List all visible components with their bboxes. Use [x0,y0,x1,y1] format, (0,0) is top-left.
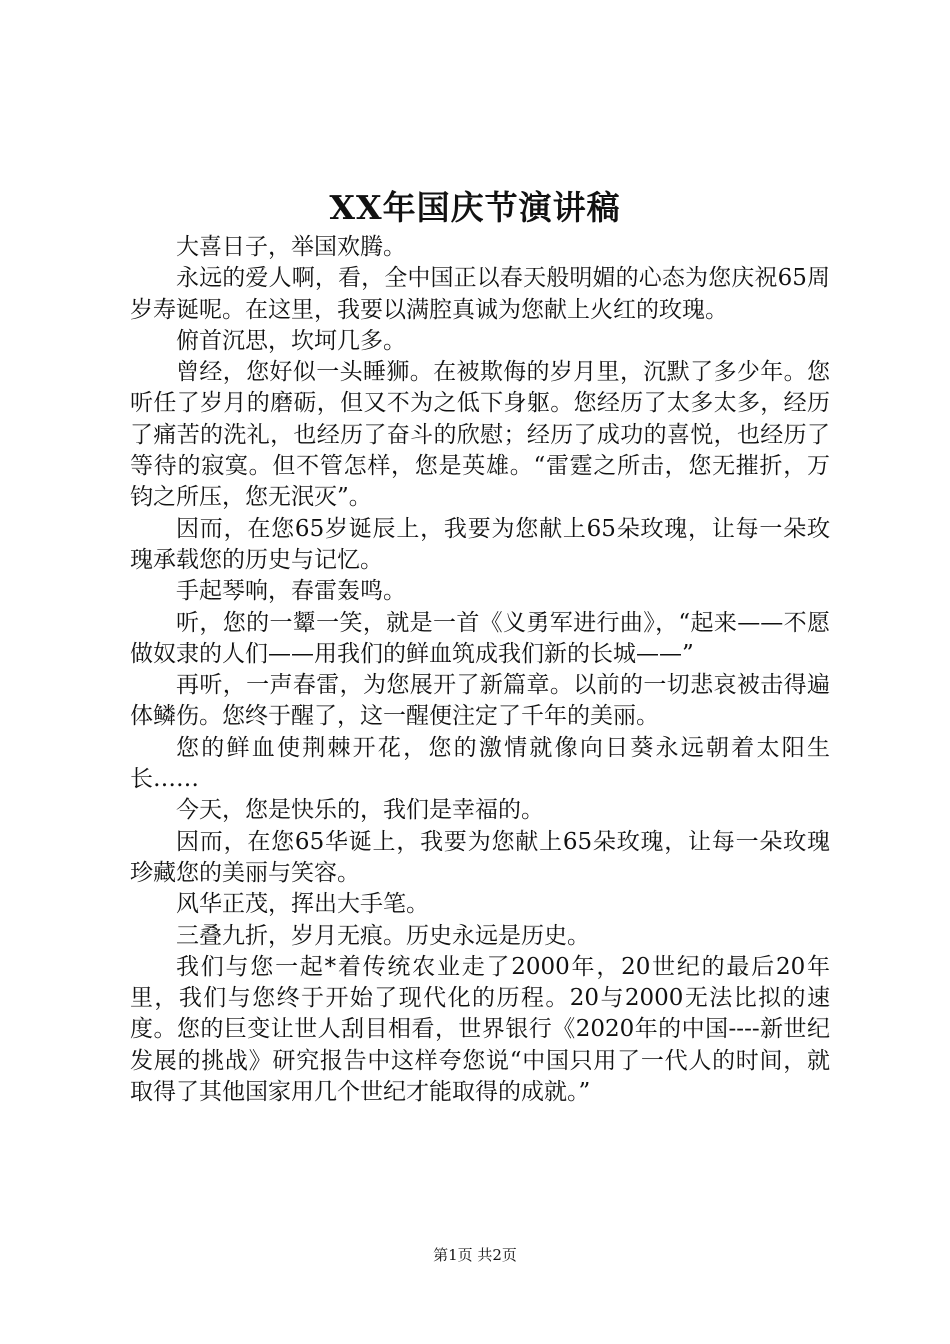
paragraph: 大喜日子，举国欢腾。 [176,234,406,260]
document-body [130,232,830,1108]
paragraph: 永远的爱人啊，看，全中国正以春天般明媚的心态为您庆祝65周岁寿诞呢。在这里，我要以满腔真诚为您献上火红的玫瑰。 [130,265,830,323]
paragraph: 听，您的一颦一笑，就是一首《义勇军进行曲》，“起来——不愿做奴隶的人们——用我们的鲜血筑成我们新的长城——” [130,609,830,667]
paragraph: 再听，一声春雷，为您展开了新篇章。以前的一切悲哀被击得遍体鳞伤。您终于醒了，这一醒便注定了千年的美丽。 [130,672,830,730]
paragraph: 风华正茂，挥出大手笔。 [176,891,429,918]
paragraph: 俯首沉思，坎坷几多。 [176,327,406,354]
page-footer: 第1页 共2页 [433,1246,517,1264]
paragraph: 三叠九折，岁月无痕。历史永远是历史。 [176,922,590,949]
paragraph: 因而，在您65岁诞辰上，我要为您献上65朵玫瑰，让每一朵玫瑰承载您的历史与记忆。 [130,515,830,573]
paragraph: 今天，您是快乐的，我们是幸福的。 [176,797,544,824]
paragraph: 曾经，您好似一头睡狮。在被欺侮的岁月里，沉默了多少年。您听任了岁月的磨砺，但又不为之低下身躯。您经历了太多太多，经历了痛苦的洗礼，也经历了奋斗的欣慰；经历了成功的喜悦，也经历了等待的寂寞。但不管怎样，您是英雄。“雷霆之所击，您无摧折，万钧之所压，您无泯灭”。 [130,359,830,511]
paragraph: 因而，在您65华诞上，我要为您献上65朵玫瑰，让每一朵玫瑰珍藏您的美丽与笑容。 [130,828,830,886]
paragraph: 我们与您一起*着传统农业走了2000年，20世纪的最后20年里，我们与您终于开始了现代化的历程。20与2000无法比拟的速度。您的巨变让世人刮目相看，世界银行《2020年的中国----新世纪发展的挑战》研究报告中这样夸您说“中国只用了一代人的时间，就取得了其他国家用几个世纪才能取得的成就。” [130,953,830,1106]
document-title: XX年国庆节演讲稿 [329,188,621,227]
paragraph: 手起琴响，春雷轰鸣。 [176,578,406,605]
paragraph: 您的鲜血使荆棘开花，您的激情就像向日葵永远朝着太阳生长…… [130,734,830,793]
